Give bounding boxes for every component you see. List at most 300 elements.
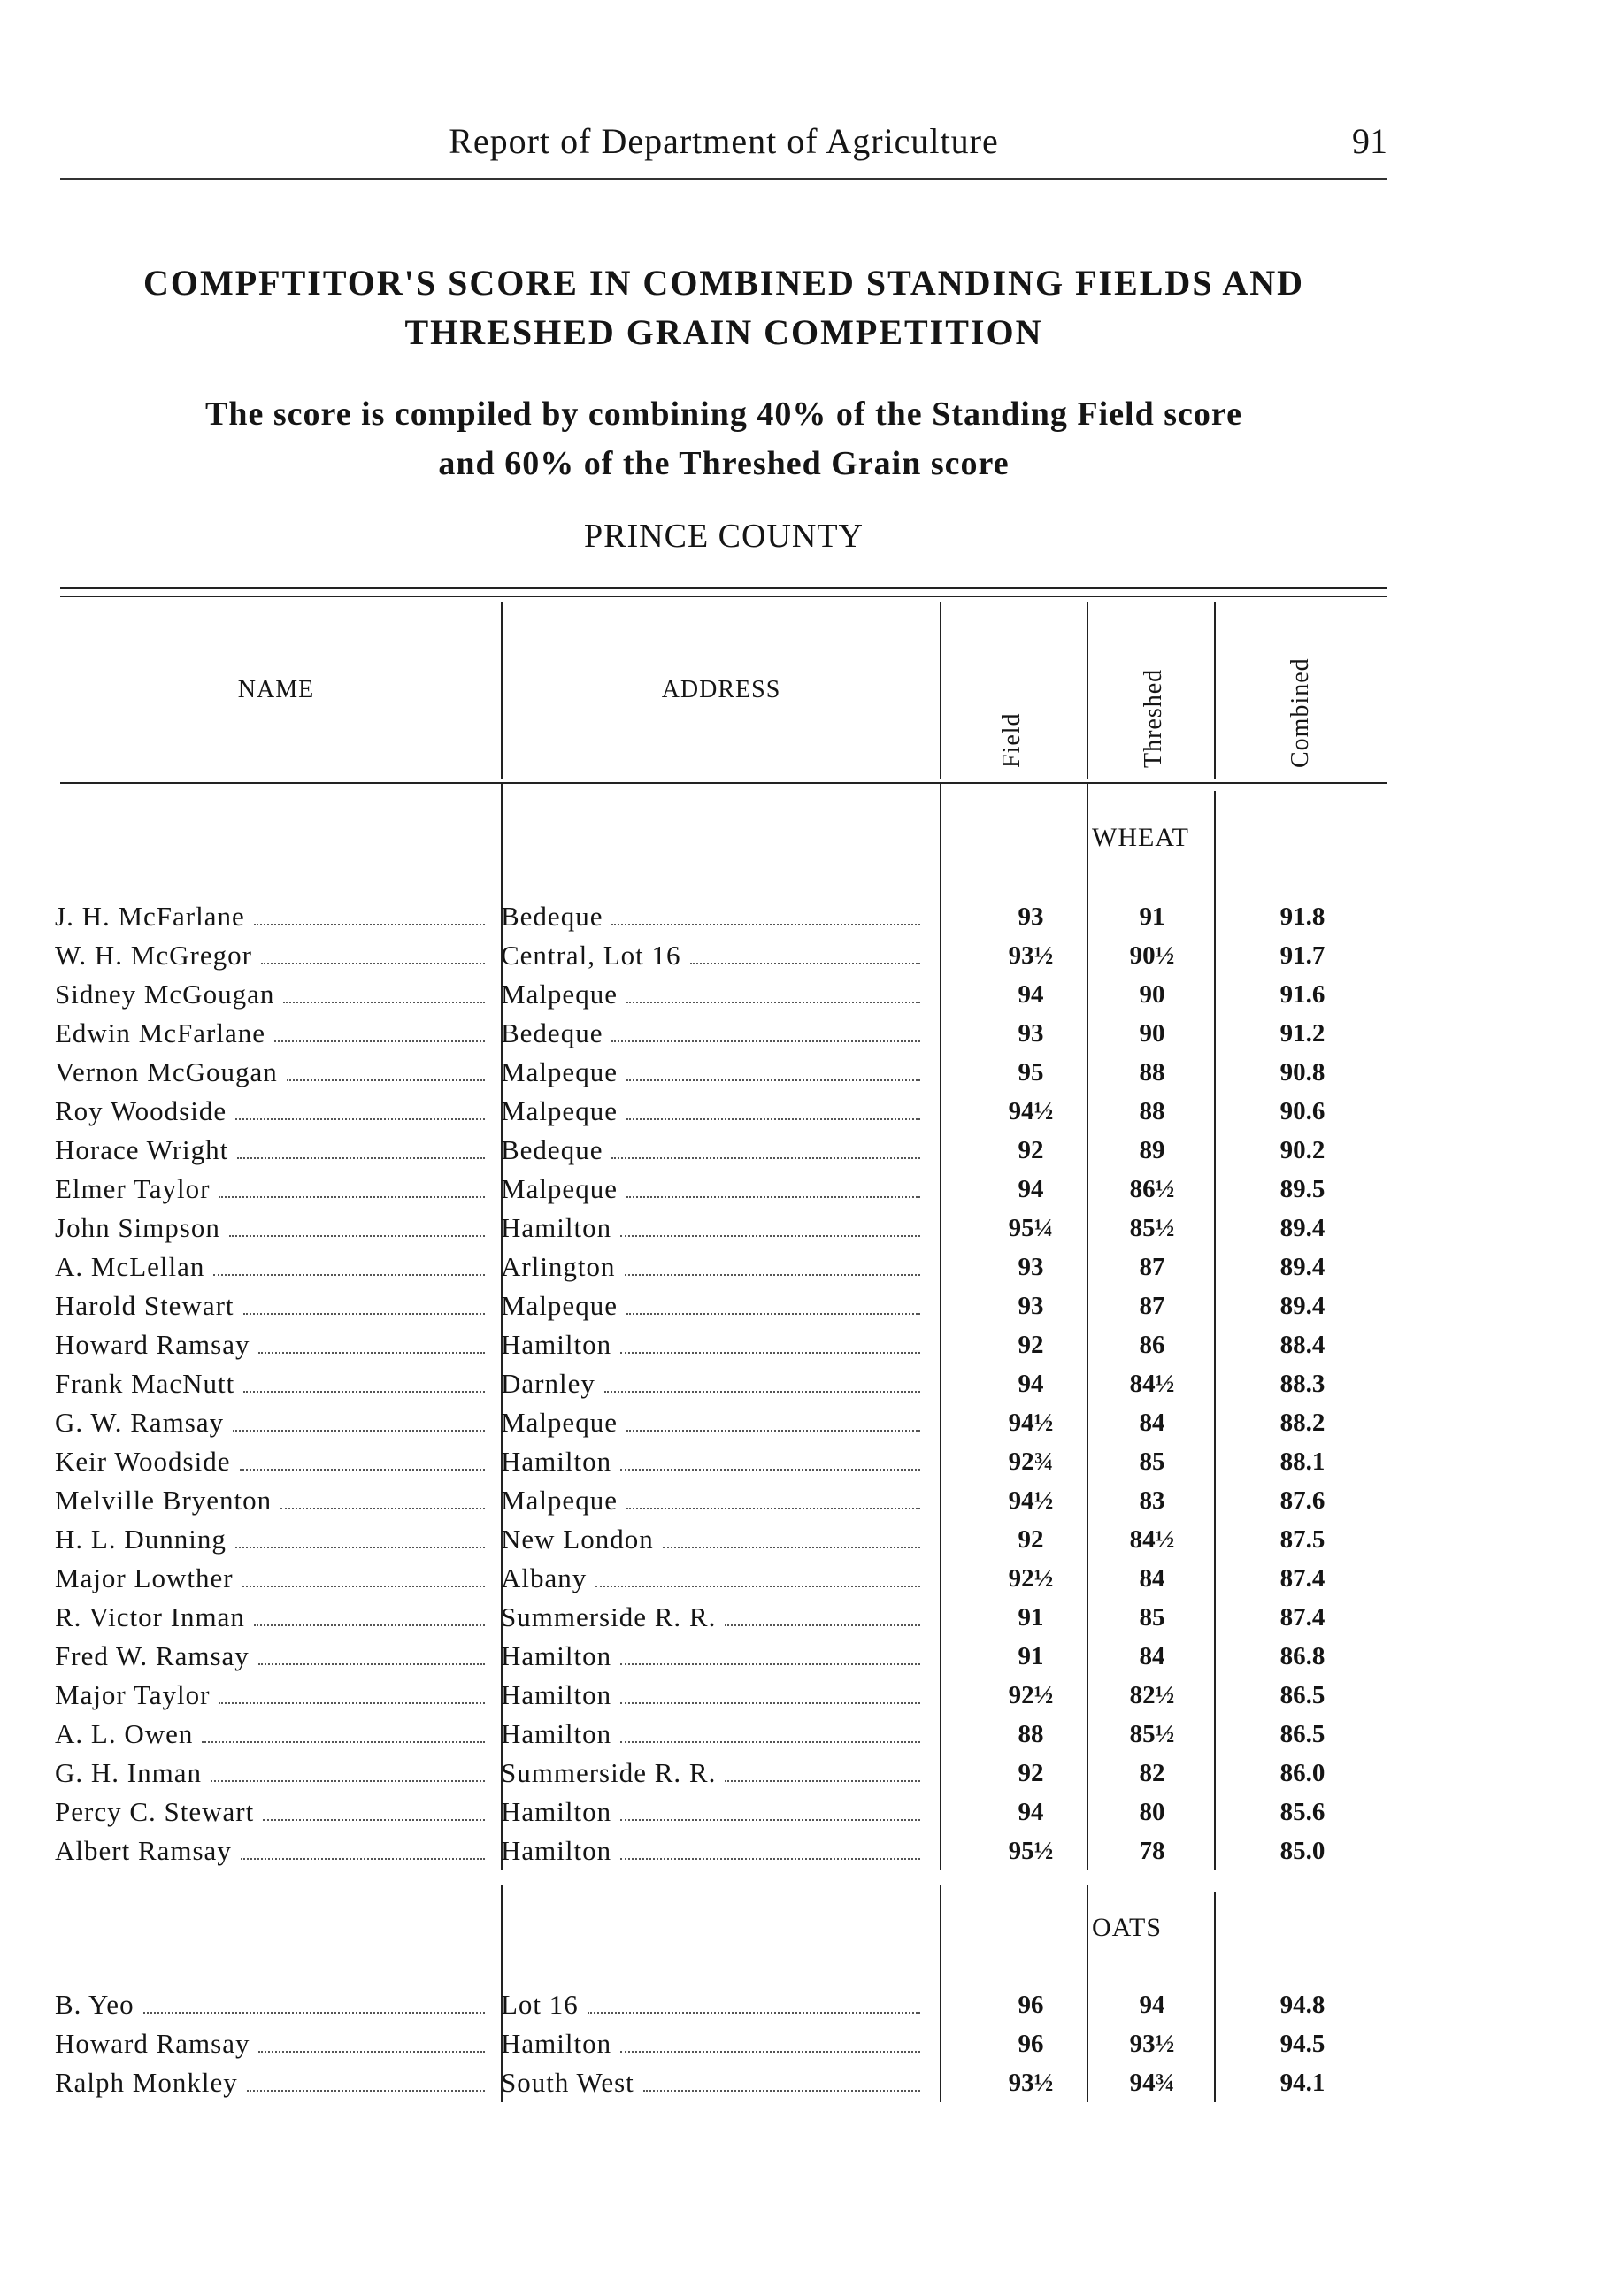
cell-name	[55, 1248, 496, 1286]
threshed-text: 80	[1139, 1798, 1165, 1826]
dot-leader	[211, 1780, 485, 1782]
combined-text: 89.4	[1279, 1253, 1325, 1281]
address-text: Hamilton	[501, 1640, 612, 1671]
threshed-text: 93½	[1129, 2030, 1175, 2058]
cell-field	[964, 1092, 1097, 1131]
table-row	[0, 1014, 1598, 1053]
cell-threshed	[1090, 1092, 1214, 1131]
cell-address	[501, 2063, 931, 2102]
name-text: Vernon McGougan	[55, 1056, 278, 1087]
cell-combined	[1241, 1831, 1364, 1870]
cell-threshed	[1090, 1985, 1214, 2024]
header-bottom-rule	[60, 782, 1387, 784]
cell-field	[964, 1637, 1097, 1676]
name-text: Major Taylor	[55, 1679, 211, 1710]
dot-leader	[643, 2090, 920, 2092]
name-text: A. L. Owen	[55, 1718, 194, 1749]
dot-leader	[258, 1352, 485, 1354]
cell-name	[55, 1325, 496, 1364]
threshed-text: 85½	[1129, 1720, 1175, 1748]
combined-text: 94.5	[1279, 2030, 1325, 2058]
combined-text: 87.4	[1279, 1564, 1325, 1593]
cell-name	[55, 1209, 496, 1248]
address-text: Malpeque	[501, 1173, 618, 1204]
cell-threshed	[1090, 2024, 1214, 2063]
threshed-text: 87	[1139, 1253, 1165, 1281]
address-text: Malpeque	[501, 1485, 618, 1516]
dot-leader	[233, 1430, 485, 1432]
threshed-text: 84	[1139, 1642, 1165, 1670]
cell-threshed	[1090, 1442, 1214, 1481]
combined-text: 86.5	[1279, 1681, 1325, 1709]
cell-combined	[1241, 1559, 1364, 1598]
name-text: Fred W. Ramsay	[55, 1640, 250, 1671]
cell-combined	[1241, 975, 1364, 1014]
combined-text: 91.6	[1279, 980, 1325, 1009]
cell-threshed	[1090, 1403, 1214, 1442]
cell-threshed	[1090, 1014, 1214, 1053]
cell-threshed	[1090, 1325, 1214, 1364]
name-text: Horace Wright	[55, 1134, 229, 1165]
threshed-text: 86½	[1129, 1175, 1175, 1203]
dot-leader	[243, 1391, 485, 1393]
cell-field	[964, 1248, 1097, 1286]
dot-leader	[620, 1352, 920, 1354]
field-text: 93½	[1008, 2069, 1054, 2097]
address-text: Hamilton	[501, 2028, 612, 2059]
combined-text: 87.5	[1279, 1525, 1325, 1554]
address-text: Bedeque	[501, 901, 603, 932]
cell-threshed	[1090, 1248, 1214, 1286]
address-text: Albany	[501, 1563, 588, 1593]
cell-threshed	[1090, 936, 1214, 975]
dot-leader	[143, 2012, 485, 2014]
dot-leader	[243, 1313, 485, 1315]
table-row	[0, 1209, 1598, 1248]
table-row	[0, 1754, 1598, 1793]
field-text: 94	[1018, 1175, 1044, 1203]
combined-text: 91.7	[1279, 941, 1325, 970]
cell-name	[55, 1481, 496, 1520]
subtitle-line-1: The score is compiled by combining 40% of the Standing Field score	[205, 395, 1242, 433]
address-text: Hamilton	[501, 1329, 612, 1360]
threshed-text: 84½	[1129, 1370, 1175, 1398]
field-text: 93	[1018, 1019, 1044, 1048]
cell-field	[964, 897, 1097, 936]
address-text: Malpeque	[501, 979, 618, 1010]
cell-address	[501, 1248, 931, 1286]
table-row	[0, 1053, 1598, 1092]
address-text: Hamilton	[501, 1796, 612, 1827]
table-row	[0, 1131, 1598, 1170]
name-text: W. H. McGregor	[55, 940, 252, 971]
threshed-text: 88	[1139, 1097, 1165, 1125]
cell-name	[55, 1793, 496, 1831]
combined-text: 87.4	[1279, 1603, 1325, 1632]
address-text: Hamilton	[501, 1835, 612, 1866]
name-text: Howard Ramsay	[55, 1329, 250, 1360]
combined-text: 86.0	[1279, 1759, 1325, 1787]
table-row	[0, 1286, 1598, 1325]
cell-name	[55, 1442, 496, 1481]
dot-leader	[283, 1002, 485, 1003]
threshed-text: 78	[1139, 1837, 1165, 1865]
address-text: New London	[501, 1524, 654, 1555]
cell-address	[501, 1014, 931, 1053]
combined-text: 89.4	[1279, 1292, 1325, 1320]
threshed-text: 85	[1139, 1447, 1165, 1476]
dot-leader	[663, 1547, 920, 1548]
field-text: 94½	[1008, 1409, 1054, 1437]
dot-leader	[626, 1196, 920, 1198]
dot-leader	[237, 1157, 485, 1159]
dot-leader	[620, 2051, 920, 2053]
name-text: Major Lowther	[55, 1563, 234, 1593]
cell-combined	[1241, 1676, 1364, 1715]
dot-leader	[240, 1469, 485, 1471]
cell-address	[501, 936, 931, 975]
dot-leader	[725, 1780, 920, 1782]
name-text: Elmer Taylor	[55, 1173, 211, 1204]
cell-combined	[1241, 1131, 1364, 1170]
table-row	[0, 1092, 1598, 1131]
cell-field	[964, 975, 1097, 1014]
dot-leader	[626, 1430, 920, 1432]
cell-threshed	[1090, 1559, 1214, 1598]
cell-field	[964, 1209, 1097, 1248]
dot-leader	[611, 1040, 920, 1042]
field-text: 94½	[1008, 1097, 1054, 1125]
cell-name	[55, 1131, 496, 1170]
address-text: Malpeque	[501, 1095, 618, 1126]
running-head	[60, 113, 1387, 166]
county-heading: PRINCE COUNTY	[584, 518, 864, 555]
cell-field	[964, 1559, 1097, 1598]
cell-address	[501, 1481, 931, 1520]
column-header-combined: Combined	[1287, 657, 1314, 768]
cell-combined	[1241, 2063, 1364, 2102]
table-row	[0, 1442, 1598, 1481]
cell-threshed	[1090, 1715, 1214, 1754]
combined-text: 91.8	[1279, 902, 1325, 931]
cell-address	[501, 1559, 931, 1598]
cell-combined	[1241, 1520, 1364, 1559]
cell-name	[55, 1676, 496, 1715]
dot-leader	[626, 1313, 920, 1315]
cell-threshed	[1090, 1481, 1214, 1520]
address-text: Central, Lot 16	[501, 940, 681, 971]
name-text: G. W. Ramsay	[55, 1407, 225, 1438]
table-row	[0, 1170, 1598, 1209]
address-text: Arlington	[501, 1251, 616, 1282]
threshed-text: 94¾	[1129, 2069, 1175, 2097]
cell-field	[964, 1831, 1097, 1870]
dot-leader	[626, 1118, 920, 1120]
address-text: Malpeque	[501, 1290, 618, 1321]
table-row	[0, 2024, 1598, 2063]
cell-name	[55, 1364, 496, 1403]
cell-name	[55, 1053, 496, 1092]
cell-combined	[1241, 1754, 1364, 1793]
threshed-text: 83	[1139, 1486, 1165, 1515]
dot-leader	[235, 1118, 485, 1120]
cell-name	[55, 975, 496, 1014]
address-text: Bedeque	[501, 1017, 603, 1048]
dot-leader	[626, 1508, 920, 1509]
name-text: Ralph Monkley	[55, 2067, 238, 2098]
header-divider-threshed-combined	[1214, 602, 1216, 779]
threshed-text: 84	[1139, 1564, 1165, 1593]
threshed-text: 94	[1139, 1991, 1165, 2019]
cell-address	[501, 1442, 931, 1481]
field-text: 96	[1018, 2030, 1044, 2058]
name-text: Roy Woodside	[55, 1095, 227, 1126]
table-row	[0, 975, 1598, 1014]
cell-name	[55, 1014, 496, 1053]
cell-combined	[1241, 1286, 1364, 1325]
cell-threshed	[1090, 1170, 1214, 1209]
field-text: 93½	[1008, 941, 1054, 970]
cell-address	[501, 1637, 931, 1676]
combined-text: 90.8	[1279, 1058, 1325, 1087]
combined-text: 86.8	[1279, 1642, 1325, 1670]
address-text: Bedeque	[501, 1134, 603, 1165]
cell-address	[501, 1170, 931, 1209]
cell-combined	[1241, 1053, 1364, 1092]
field-text: 95½	[1008, 1837, 1054, 1865]
cell-name	[55, 2063, 496, 2102]
cell-field	[964, 1286, 1097, 1325]
table-row	[0, 1637, 1598, 1676]
address-text: Hamilton	[501, 1212, 612, 1243]
dot-leader	[219, 1702, 485, 1704]
dot-leader	[611, 1157, 920, 1159]
threshed-text: 89	[1139, 1136, 1165, 1164]
dot-leader	[626, 1079, 920, 1081]
cell-field	[964, 1985, 1097, 2024]
field-text: 92½	[1008, 1564, 1054, 1593]
dot-leader	[274, 1040, 485, 1042]
cell-field	[964, 1520, 1097, 1559]
cell-threshed	[1090, 1637, 1214, 1676]
field-text: 92	[1018, 1759, 1044, 1787]
cell-threshed	[1090, 1364, 1214, 1403]
cell-name	[55, 1985, 496, 2024]
cell-address	[501, 1754, 931, 1793]
threshed-text: 82	[1139, 1759, 1165, 1787]
cell-combined	[1241, 1014, 1364, 1053]
field-text: 91	[1018, 1642, 1044, 1670]
address-text: Malpeque	[501, 1407, 618, 1438]
address-text: Hamilton	[501, 1718, 612, 1749]
cell-address	[501, 1325, 931, 1364]
address-text: Hamilton	[501, 1679, 612, 1710]
name-text: Keir Woodside	[55, 1446, 231, 1477]
table-row	[0, 1831, 1598, 1870]
cell-name	[55, 1092, 496, 1131]
subtitle	[60, 389, 1387, 488]
address-text: Summerside R. R.	[501, 1601, 717, 1632]
cell-name	[55, 1403, 496, 1442]
cell-name	[55, 1831, 496, 1870]
dot-leader	[620, 1702, 920, 1704]
section-label-wheat: WHEAT	[1092, 823, 1189, 852]
header-divider-name-address	[501, 602, 503, 779]
cell-field	[964, 936, 1097, 975]
combined-text: 90.6	[1279, 1097, 1325, 1125]
field-text: 94	[1018, 1370, 1044, 1398]
table-row	[0, 1715, 1598, 1754]
combined-text: 90.2	[1279, 1136, 1325, 1164]
cell-address	[501, 1364, 931, 1403]
table-row	[0, 1364, 1598, 1403]
cell-name	[55, 1520, 496, 1559]
name-text: R. Victor Inman	[55, 1601, 245, 1632]
name-text: Edwin McFarlane	[55, 1017, 265, 1048]
cell-field	[964, 1481, 1097, 1520]
column-header-threshed: Threshed	[1140, 668, 1167, 768]
dot-leader	[588, 2012, 920, 2014]
field-text: 94½	[1008, 1486, 1054, 1515]
dot-leader	[242, 1586, 485, 1587]
cell-combined	[1241, 1092, 1364, 1131]
cell-combined	[1241, 2024, 1364, 2063]
combined-text: 88.2	[1279, 1409, 1325, 1437]
threshed-text: 84	[1139, 1409, 1165, 1437]
dot-leader	[611, 924, 920, 925]
page-number: 91	[1352, 121, 1387, 161]
cell-address	[501, 1676, 931, 1715]
combined-text: 89.4	[1279, 1214, 1325, 1242]
dot-leader	[213, 1274, 485, 1276]
table-row	[0, 1520, 1598, 1559]
name-text: Harold Stewart	[55, 1290, 234, 1321]
threshed-text: 90	[1139, 1019, 1165, 1048]
cell-field	[964, 1793, 1097, 1831]
name-text: Melville Bryenton	[55, 1485, 273, 1516]
field-text: 94	[1018, 1798, 1044, 1826]
table-row	[0, 1325, 1598, 1364]
dot-leader	[620, 1819, 920, 1821]
table-row	[0, 2063, 1598, 2102]
dot-leader	[219, 1196, 485, 1198]
cell-address	[501, 1831, 931, 1870]
threshed-text: 88	[1139, 1058, 1165, 1087]
table-row	[0, 1559, 1598, 1598]
field-text: 91	[1018, 1603, 1044, 1632]
field-text: 92½	[1008, 1681, 1054, 1709]
cell-combined	[1241, 1598, 1364, 1637]
field-text: 92¾	[1008, 1447, 1054, 1476]
main-title	[60, 258, 1387, 357]
dot-leader	[725, 1624, 920, 1626]
combined-text: 88.4	[1279, 1331, 1325, 1359]
name-text: Frank MacNutt	[55, 1368, 235, 1399]
main-title-line-2: THRESHED GRAIN COMPETITION	[404, 312, 1043, 352]
address-text: Malpeque	[501, 1056, 618, 1087]
cell-combined	[1241, 1209, 1364, 1248]
cell-field	[964, 2063, 1097, 2102]
field-text: 95¼	[1008, 1214, 1054, 1242]
table-row	[0, 1793, 1598, 1831]
column-header-name: NAME	[237, 676, 315, 703]
subtitle-line-2: and 60% of the Threshed Grain score	[438, 445, 1010, 482]
cell-field	[964, 1170, 1097, 1209]
cell-name	[55, 1715, 496, 1754]
cell-field	[964, 1676, 1097, 1715]
threshed-text: 84½	[1129, 1525, 1175, 1554]
running-title: Report of Department of Agriculture	[449, 121, 999, 161]
address-text: Hamilton	[501, 1446, 612, 1477]
cell-combined	[1241, 1481, 1364, 1520]
table-row	[0, 897, 1598, 936]
cell-combined	[1241, 936, 1364, 975]
dot-leader	[620, 1741, 920, 1743]
table-row	[0, 936, 1598, 975]
name-text: J. H. McFarlane	[55, 901, 245, 932]
name-text: Percy C. Stewart	[55, 1796, 255, 1827]
cell-threshed	[1090, 1754, 1214, 1793]
field-text: 94	[1018, 980, 1044, 1009]
header-rule	[60, 178, 1387, 180]
cell-threshed	[1090, 2063, 1214, 2102]
column-header-address: ADDRESS	[661, 676, 781, 703]
dot-leader	[620, 1235, 920, 1237]
cell-threshed	[1090, 1676, 1214, 1715]
combined-text: 88.1	[1279, 1447, 1325, 1476]
threshed-text: 86	[1139, 1331, 1165, 1359]
field-text: 96	[1018, 1991, 1044, 2019]
dot-leader	[620, 1663, 920, 1665]
dot-leader	[254, 924, 485, 925]
table-row	[0, 1676, 1598, 1715]
dot-leader	[229, 1235, 485, 1237]
cell-address	[501, 2024, 931, 2063]
dot-leader	[620, 1858, 920, 1860]
section-label-oats: OATS	[1092, 1913, 1163, 1942]
name-text: Albert Ramsay	[55, 1835, 232, 1866]
cell-combined	[1241, 1325, 1364, 1364]
cell-name	[55, 2024, 496, 2063]
main-title-line-1: COMPFTITOR'S SCORE IN COMBINED STANDING FIELDS AND	[142, 263, 1305, 303]
field-text: 95	[1018, 1058, 1044, 1087]
address-text: Darnley	[501, 1368, 595, 1399]
dot-leader	[263, 1819, 485, 1821]
cell-field	[964, 1754, 1097, 1793]
cell-combined	[1241, 1637, 1364, 1676]
cell-field	[964, 1364, 1097, 1403]
cell-address	[501, 1520, 931, 1559]
dot-leader	[690, 963, 920, 964]
combined-text: 91.2	[1279, 1019, 1325, 1048]
cell-threshed	[1090, 897, 1214, 936]
name-text: B. Yeo	[55, 1989, 134, 2020]
field-text: 93	[1018, 1253, 1044, 1281]
dot-leader	[626, 1002, 920, 1003]
threshed-text: 90	[1139, 980, 1165, 1009]
name-text: Sidney McGougan	[55, 979, 275, 1010]
dot-leader	[235, 1547, 485, 1548]
dot-leader	[280, 1508, 485, 1509]
cell-name	[55, 1598, 496, 1637]
address-text: Summerside R. R.	[501, 1757, 717, 1788]
cell-address	[501, 1715, 931, 1754]
combined-text: 85.0	[1279, 1837, 1325, 1865]
threshed-text: 85½	[1129, 1214, 1175, 1242]
cell-address	[501, 1793, 931, 1831]
cell-threshed	[1090, 1793, 1214, 1831]
cell-name	[55, 1754, 496, 1793]
